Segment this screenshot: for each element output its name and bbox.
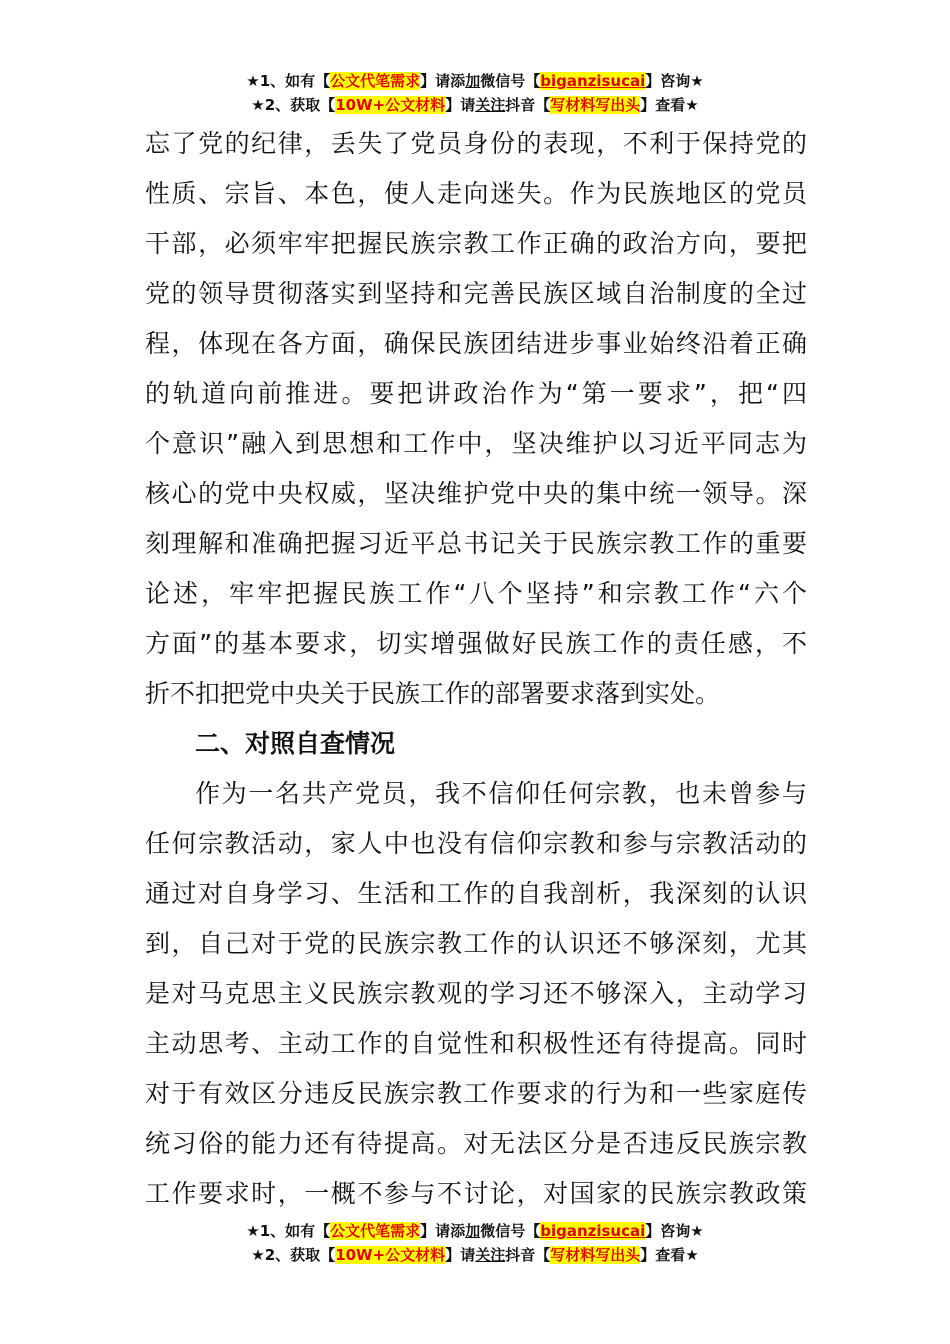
body-line: 对于有效区分违反民族宗教工作要求的行为和一些家庭传 [145, 1079, 807, 1108]
body-line: 论述，牢牢把握民族工作“八个坚持”和宗教工作“六个 [145, 579, 807, 608]
banner-line-1 [0, 69, 950, 93]
banner-highlight-douyin: 写材料写出头 [550, 1246, 641, 1264]
banner-text: 微信号【 [480, 1222, 541, 1240]
banner-highlight-materials: 10W+公文材料 [335, 96, 446, 114]
banner-highlight-douyin: 写材料写出头 [550, 96, 641, 114]
body-line: 主动思考、主动工作的自觉性和积极性还有待提高。同时 [145, 1029, 807, 1058]
banner-text: 】请 [445, 1246, 476, 1264]
body-line: 刻理解和准确把握习近平总书记关于民族宗教工作的重要 [145, 529, 807, 558]
banner-highlight-wechat: biganzisucai [540, 1222, 646, 1240]
banner-text: 微信号【 [480, 72, 541, 90]
body-line: 性质、宗旨、本色，使人走向迷失。作为民族地区的党员 [145, 179, 807, 208]
body-line: 工作要求时，一概不参与不讨论，对国家的民族宗教政策 [145, 1179, 807, 1208]
body-line: 忘了党的纪律，丢失了党员身份的表现，不利于保持党的 [145, 129, 807, 158]
banner-text: 】请 [445, 96, 476, 114]
body-line: 统习俗的能力还有待提高。对无法区分是否违反民族宗教 [145, 1129, 807, 1158]
banner-text: ★1、如有【 [246, 72, 331, 90]
body-line: 作为一名共产党员，我不信仰任何宗教，也未曾参与 [195, 779, 807, 808]
banner-line-2 [0, 1243, 950, 1267]
banner-text: 抖音【 [505, 1246, 551, 1264]
banner-highlight-wechat: biganzisucai [540, 72, 646, 90]
banner-text: ★2、获取【 [251, 1246, 336, 1264]
body-line: 个意识”融入到思想和工作中，坚决维护以习近平同志为 [145, 429, 807, 458]
body-line: 方面”的基本要求，切实增强做好民族工作的责任感，不 [145, 629, 807, 658]
banner-text: 】咨询★ [645, 72, 704, 90]
banner-text-underlined: 关注 [475, 96, 506, 114]
body-line: 核心的党中央权威，坚决维护党中央的集中统一领导。深 [145, 479, 807, 508]
section-heading: 二、对照自查情况 [195, 729, 396, 758]
body-line: 是对马克思主义民族宗教观的学习还不够深入，主动学习 [145, 979, 807, 1008]
banner-text-underlined: 加 [465, 1222, 481, 1240]
banner-line-1 [0, 1219, 950, 1243]
body-line: 通过对自身学习、生活和工作的自我剖析，我深刻的认识 [145, 879, 807, 908]
banner-highlight-service: 公文代笔需求 [330, 1222, 421, 1240]
banner-highlight-materials: 10W+公文材料 [335, 1246, 446, 1264]
body-line: 程，体现在各方面，确保民族团结进步事业始终沿着正确 [145, 329, 807, 358]
banner-text-underlined: 加 [465, 72, 481, 90]
body-line: 党的领导贯彻落实到坚持和完善民族区域自治制度的全过 [145, 279, 807, 308]
footer-banner [0, 1219, 950, 1267]
document-body [145, 119, 807, 1219]
banner-text: 】查看★ [640, 1246, 699, 1264]
body-line: 干部，必须牢牢把握民族宗教工作正确的政治方向，要把 [145, 229, 807, 258]
body-line: 折不扣把党中央关于民族工作的部署要求落到实处。 [145, 679, 721, 708]
body-line: 到，自己对于党的民族宗教工作的认识还不够深刻，尤其 [145, 929, 807, 958]
banner-text: 】查看★ [640, 96, 699, 114]
banner-text: 】咨询★ [645, 1222, 704, 1240]
banner-text: ★2、获取【 [251, 96, 336, 114]
banner-highlight-service: 公文代笔需求 [330, 72, 421, 90]
body-line: 任何宗教活动，家人中也没有信仰宗教和参与宗教活动的 [145, 829, 807, 858]
body-line: 的轨道向前推进。要把讲政治作为“第一要求”，把“四 [145, 379, 807, 408]
banner-text: 抖音【 [505, 96, 551, 114]
banner-text: 】请添 [420, 72, 466, 90]
banner-text-underlined: 关注 [475, 1246, 506, 1264]
banner-text: 】请添 [420, 1222, 466, 1240]
banner-text: ★1、如有【 [246, 1222, 331, 1240]
header-banner [0, 69, 950, 117]
banner-line-2 [0, 93, 950, 117]
